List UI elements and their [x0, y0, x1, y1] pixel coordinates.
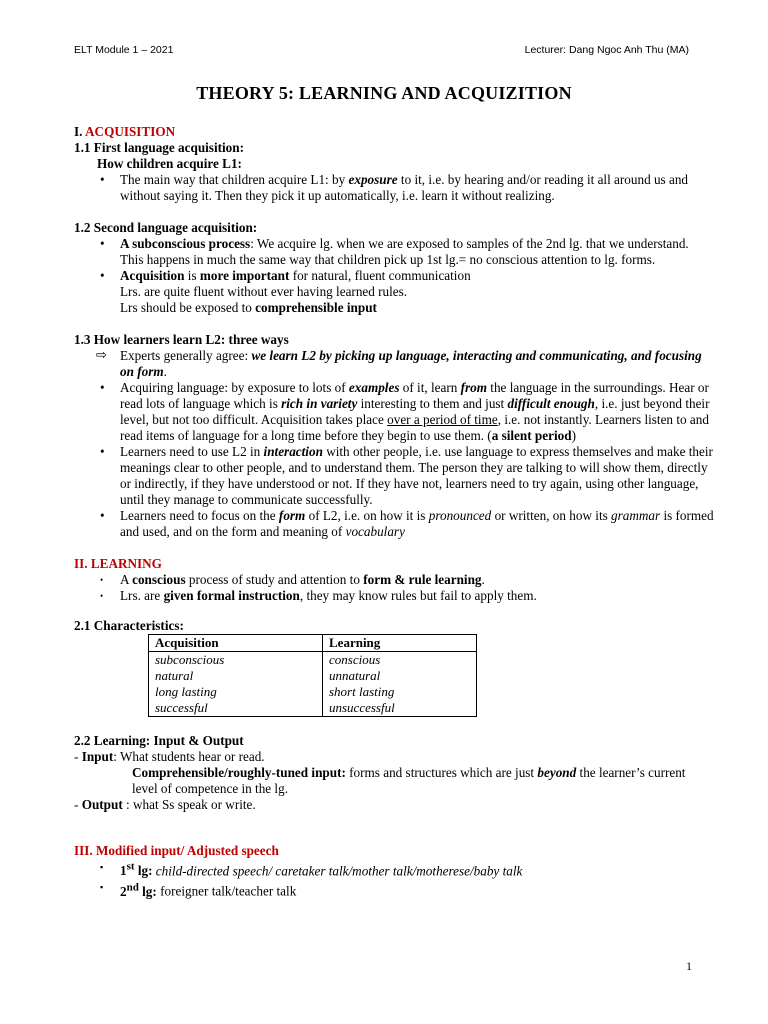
spacer	[74, 540, 714, 556]
table-header-acquisition: Acquisition	[149, 635, 323, 652]
text: st	[126, 861, 135, 873]
heading-2-1: 2.1 Characteristics:	[74, 618, 184, 633]
spacer	[74, 813, 714, 829]
bullet-icon: •	[100, 444, 105, 459]
text: pronounced	[428, 508, 492, 523]
text: Output	[81, 797, 123, 812]
bullet-icon: •	[100, 380, 105, 395]
comprehensible-input-definition	[74, 765, 714, 797]
list-item	[74, 444, 714, 508]
list-1-2	[74, 236, 714, 316]
text: is	[184, 268, 200, 283]
text: Input	[81, 749, 114, 764]
table-row	[149, 684, 477, 700]
text: Learners need to use L2 in	[120, 444, 264, 459]
text: lg:	[138, 883, 157, 899]
spacer	[74, 829, 714, 843]
list-item	[74, 268, 714, 316]
text: nd	[126, 881, 139, 894]
text: : what Ss speak or write.	[122, 797, 256, 812]
input-definition	[74, 749, 714, 765]
list-item	[74, 859, 714, 879]
section-learning-heading: II. LEARNING	[74, 556, 162, 571]
heading-1-1: 1.1 First language acquisition:	[74, 140, 244, 155]
text: , i.e. just beyond their level, but not too difficult. Acquisition takes place	[120, 396, 710, 427]
bullet-icon: •	[100, 236, 105, 251]
text: is formed and used, and on the form and meaning of	[120, 508, 714, 539]
text: conscious	[132, 572, 186, 587]
text: Comprehensible/roughly-tuned input:	[132, 765, 346, 780]
text: -	[74, 749, 82, 764]
text: Lrs. are	[120, 588, 164, 603]
page-title: THEORY 5: LEARNING AND ACQUIZITION	[196, 83, 572, 103]
table-cell: unsuccessful	[323, 700, 477, 717]
list-1-1	[74, 172, 714, 204]
page-number: 1	[686, 959, 692, 973]
text: given formal instruction	[163, 588, 300, 603]
section-modified-input-heading: III. Modified input/ Adjusted speech	[74, 843, 279, 858]
list-item	[74, 348, 714, 380]
text: -	[74, 797, 82, 812]
bullet-icon: •	[100, 268, 105, 283]
text: )	[571, 428, 576, 443]
table-row	[149, 668, 477, 684]
subheading-how-children: How children acquire L1:	[97, 156, 242, 171]
list-2	[74, 572, 714, 604]
header-course: ELT Module 1 – 2021	[74, 44, 174, 56]
bullet-icon: •	[100, 172, 105, 187]
table-cell: short lasting	[323, 684, 477, 700]
output-definition	[74, 797, 714, 813]
text: from	[460, 380, 487, 395]
text: Experts generally agree:	[120, 348, 252, 363]
table-cell: long lasting	[149, 684, 323, 700]
text: , i.e. not instantly. Learners listen to and read items of language for a long time before they begin to use them. (	[120, 412, 709, 443]
text: or written, on how its	[491, 508, 612, 523]
text: Lrs. are quite fluent without ever having learned rules.	[120, 284, 408, 299]
characteristics-table	[148, 634, 477, 717]
spacer	[74, 717, 714, 733]
text: , they may know rules but fail to apply them.	[299, 588, 537, 603]
text: interesting to them and just	[357, 396, 508, 411]
table-cell: natural	[149, 668, 323, 684]
square-bullet-icon: ▪	[100, 862, 104, 872]
text: foreigner talk/teacher talk	[156, 883, 297, 899]
text: rich in variety	[281, 396, 358, 411]
text: for natural, fluent communication	[289, 268, 471, 283]
text: Acquiring language: by exposure to lots of	[120, 380, 349, 395]
table-row	[149, 652, 477, 669]
list-3	[74, 859, 714, 900]
text: difficult enough	[507, 396, 595, 411]
header-lecturer: Lecturer: Dang Ngoc Anh Thu (MA)	[524, 44, 689, 56]
section-name: ACQUISITION	[85, 124, 176, 139]
text: beyond	[537, 765, 577, 780]
text: form & rule learning	[363, 572, 482, 587]
text: exposure	[348, 172, 398, 187]
text: A subconscious process	[120, 236, 251, 251]
list-item	[74, 236, 714, 268]
text: the learner’s current level of competence in the lg.	[132, 765, 686, 796]
table-header-learning: Learning	[323, 635, 477, 652]
text: : We acquire lg. when we are exposed to samples of the 2nd lg. that we understand. This happens in much the same way that children pick up 1st lg.= no conscious attention to lg. forms.	[120, 236, 689, 267]
text: over a period of time	[387, 412, 498, 427]
text: of it, learn	[399, 380, 461, 395]
text: : What students hear or read.	[113, 749, 265, 764]
dot-icon: •	[100, 575, 104, 585]
section-number: I.	[74, 124, 83, 139]
text: a silent period	[491, 428, 572, 443]
text: more important	[199, 268, 290, 283]
text: Acquisition	[120, 268, 185, 283]
list-item	[74, 572, 714, 588]
text: child-directed speech/ caretaker talk/mother talk/motherese/baby talk	[152, 863, 523, 879]
text: forms and structures which are just	[345, 765, 538, 780]
text: the language in the surroundings. Hear or read lots of language which is	[120, 380, 709, 411]
bullet-icon: •	[100, 508, 105, 523]
dot-icon: •	[100, 591, 104, 601]
square-bullet-icon: ▪	[100, 882, 104, 893]
text: Lrs should be exposed to	[120, 300, 256, 315]
text: lg:	[134, 863, 153, 879]
table-cell: subconscious	[149, 652, 323, 669]
heading-1-3: 1.3 How learners learn L2: three ways	[74, 332, 289, 347]
spacer	[74, 204, 714, 220]
document-body	[74, 124, 714, 900]
text: interaction	[263, 444, 323, 459]
text: 2	[120, 883, 127, 899]
text: vocabulary	[345, 524, 405, 539]
text: The main way that children acquire L1: by	[120, 172, 349, 187]
list-item	[74, 508, 714, 540]
text: we learn L2 by picking up language, interacting and communicating, and focusing on form	[120, 348, 702, 379]
text: with other people, i.e. use language to express themselves and make their meanings clear to other people, and to understand them. The person they are talking to will show them, directly or indirectly, if they have understood or not. If they have not, learners need to try again, using other language, until they manage to communicate successfully.	[120, 444, 713, 507]
heading-2-2: 2.2 Learning: Input & Output	[74, 733, 244, 748]
text: A	[120, 572, 133, 587]
text: .	[163, 364, 167, 379]
table-cell: unnatural	[323, 668, 477, 684]
text: form	[278, 508, 306, 523]
text: comprehensible input	[255, 300, 377, 315]
text: Learners need to focus on the	[120, 508, 279, 523]
section-acquisition-heading	[74, 124, 714, 140]
text: examples	[348, 380, 400, 395]
table-header-row	[149, 635, 477, 652]
list-item	[74, 879, 714, 899]
spacer	[74, 604, 714, 618]
text: .	[481, 572, 485, 587]
table-row	[149, 700, 477, 717]
text: to it, i.e. by hearing and/or reading it all around us and without saying it. Then they pick it up automatically, i.e. learn it without realizing.	[120, 172, 689, 203]
arrow-right-icon: ⇨	[96, 348, 107, 363]
table-cell: conscious	[323, 652, 477, 669]
text: of L2, i.e. on how it is	[305, 508, 429, 523]
list-1-3	[74, 348, 714, 540]
list-item	[74, 380, 714, 444]
text: 1	[120, 863, 127, 879]
text: process of study and attention to	[185, 572, 364, 587]
table-cell: successful	[149, 700, 323, 717]
list-item	[74, 172, 714, 204]
text: grammar	[611, 508, 661, 523]
heading-1-2: 1.2 Second language acquisition:	[74, 220, 258, 235]
spacer	[74, 316, 714, 332]
list-item	[74, 588, 714, 604]
